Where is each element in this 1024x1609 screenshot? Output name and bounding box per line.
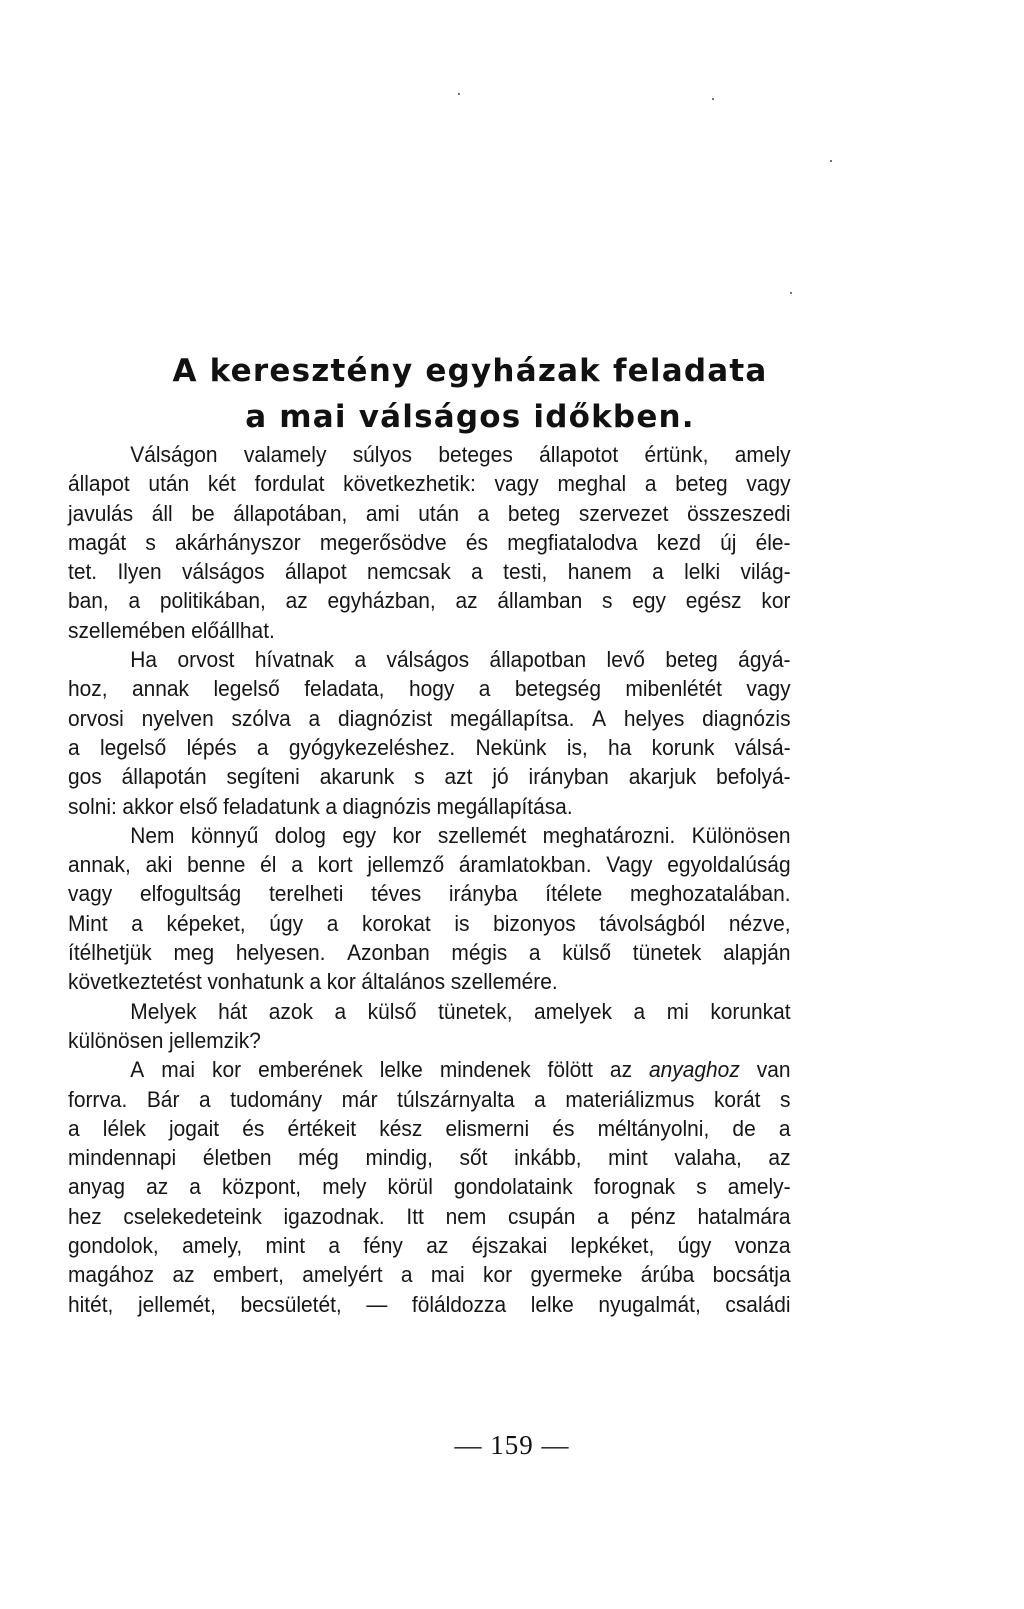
text-line: Melyek hát azok a külső tünetek, amelyek a mi korunkat bbox=[130, 998, 791, 1024]
text-line: Mint a képeket, úgy a korokat is bizonyos távolságból nézve, bbox=[68, 910, 791, 936]
text-line: állapot után két fordulat következhetik: vagy meghal a beteg vagy bbox=[68, 471, 791, 497]
body-text bbox=[68, 440, 791, 1319]
text-line: ítélhetjük meg helyesen. Azonban mégis a külső tünetek alapján bbox=[68, 940, 791, 966]
text-line: szellemében előállhat. bbox=[68, 617, 275, 643]
text-line: Ha orvost hívatnak a válságos állapotban levő beteg ágyá- bbox=[130, 647, 791, 673]
scan-speck bbox=[712, 98, 714, 100]
text-line: forrva. Bár a tudomány már túlszárnyalta a materiálizmus korát s bbox=[68, 1086, 791, 1112]
text-line: következtetést vonhatunk a kor általános szellemére. bbox=[68, 969, 558, 995]
chapter-title-line-2: a mai válságos időkben. bbox=[245, 399, 695, 435]
page-number: — 159 — bbox=[454, 1430, 570, 1460]
text-line: ban, a politikában, az egyházban, az államban s egy egész kor bbox=[68, 588, 791, 614]
text-line: anyag az a központ, mely körül gondolataink forognak s amely- bbox=[68, 1174, 791, 1200]
text-line: Nem könnyű dolog egy kor szellemét meghatározni. Különösen bbox=[130, 822, 791, 848]
chapter-title-line-1: A keresztény egyházak feladata bbox=[172, 353, 768, 389]
scan-speck bbox=[458, 93, 460, 95]
text-line: mindennapi életben még mindig, sőt inkább, mint valaha, az bbox=[68, 1145, 791, 1171]
text-line: javulás áll be állapotában, ami után a beteg szervezet összeszedi bbox=[68, 500, 791, 526]
text-line: orvosi nyelven szólva a diagnózist megállapítsa. A helyes diagnózis bbox=[68, 705, 791, 731]
text-line: Válságon valamely súlyos beteges állapotot értünk, amely bbox=[130, 442, 791, 467]
text-line: gondolok, amely, mint a fény az éjszakai lepkéket, úgy vonza bbox=[68, 1233, 791, 1259]
text-line: magát s akárhányszor megerősödve és megfiatalodva kezd új éle- bbox=[68, 529, 791, 555]
chapter-title bbox=[120, 348, 820, 440]
scan-speck bbox=[790, 292, 792, 294]
text-line: vagy elfogultság terelheti téves irányba ítélete meghozatalában. bbox=[68, 881, 791, 907]
text-line: hoz, annak legelső feladata, hogy a betegség mibenlétét vagy bbox=[68, 676, 791, 702]
text-line: annak, aki benne él a kort jellemző áramlatokban. Vagy egyoldalúság bbox=[68, 852, 791, 878]
text-line: tet. Ilyen válságos állapot nemcsak a testi, hanem a lelki világ- bbox=[68, 559, 791, 585]
text-line: a legelső lépés a gyógykezeléshez. Nekünk is, ha korunk válsá- bbox=[68, 734, 791, 760]
text-line: hitét, jellemét, becsületét, — föláldozza lelke nyugalmát, családi bbox=[68, 1291, 791, 1317]
text-line: gos állapotán segíteni akarunk s azt jó irányban akarjuk befolyá- bbox=[68, 764, 791, 790]
text-line: magához az embert, amelyért a mai kor gyermeke árúba bocsátja bbox=[68, 1262, 791, 1288]
text-line: solni: akkor első feladatunk a diagnózis megállapítása. bbox=[68, 793, 573, 819]
text-line: hez cselekedeteink igazodnak. Itt nem csupán a pénz hatalmára bbox=[68, 1203, 791, 1229]
text-line: különösen jellemzik? bbox=[68, 1027, 261, 1053]
scan-speck bbox=[830, 160, 832, 162]
text-line: a lélek jogait és értékeit kész elismerni és méltányolni, de a bbox=[68, 1115, 791, 1141]
text-line: A mai kor emberének lelke mindenek fölött az anyaghoz van bbox=[130, 1057, 791, 1083]
